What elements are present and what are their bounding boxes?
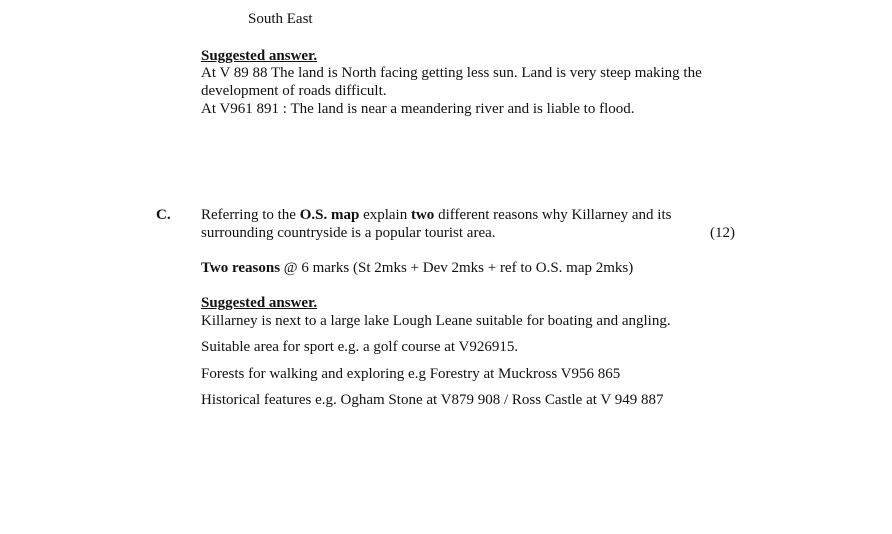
part-c-question-line-2: surrounding countryside is a popular tourist area.: [201, 225, 496, 241]
part-c-answer-item: Forests for walking and exploring e.g Forestry at Muckross V956 865: [201, 366, 621, 382]
marking-scheme-text: @ 6 marks (St 2mks + Dev 2mks + ref to O.S. map 2mks): [280, 260, 634, 276]
part-c-answer-item: Historical features e.g. Ogham Stone at V879 908 / Ross Castle at V 949 887: [201, 392, 664, 408]
part-c-question-line-1: [201, 206, 671, 224]
part-c-marks: (12): [710, 225, 735, 241]
part-c-answer-heading: Suggested answer.: [201, 295, 318, 311]
compass-direction-answer: South East: [248, 11, 313, 27]
part-b-answer-line: At V961 891 : The land is near a meandering river and is liable to flood.: [201, 101, 635, 117]
part-c-answer-item: Killarney is next to a large lake Lough Leane suitable for boating and angling.: [201, 313, 671, 329]
question-emphasis-two: two: [410, 207, 435, 223]
part-b-answer-body: [201, 64, 702, 118]
part-b-answer-line: At V 89 88 The land is North facing getting less sun. Land is very steep making the: [201, 65, 702, 81]
question-text: different reasons why Killarney and its: [434, 207, 672, 223]
part-b-answer-line: development of roads difficult.: [201, 83, 387, 99]
part-c-answer-item: Suitable area for sport e.g. a golf course at V926915.: [201, 339, 519, 355]
part-c-label: C.: [156, 207, 171, 223]
part-b-answer-heading: Suggested answer.: [201, 48, 318, 64]
part-c-question: [201, 206, 671, 242]
marking-scheme-emphasis: Two reasons: [201, 260, 281, 276]
question-text: Referring to the: [201, 207, 300, 223]
part-c-marking-scheme: [201, 259, 633, 277]
question-text: explain: [359, 207, 411, 223]
question-emphasis-os-map: O.S. map: [299, 207, 360, 223]
